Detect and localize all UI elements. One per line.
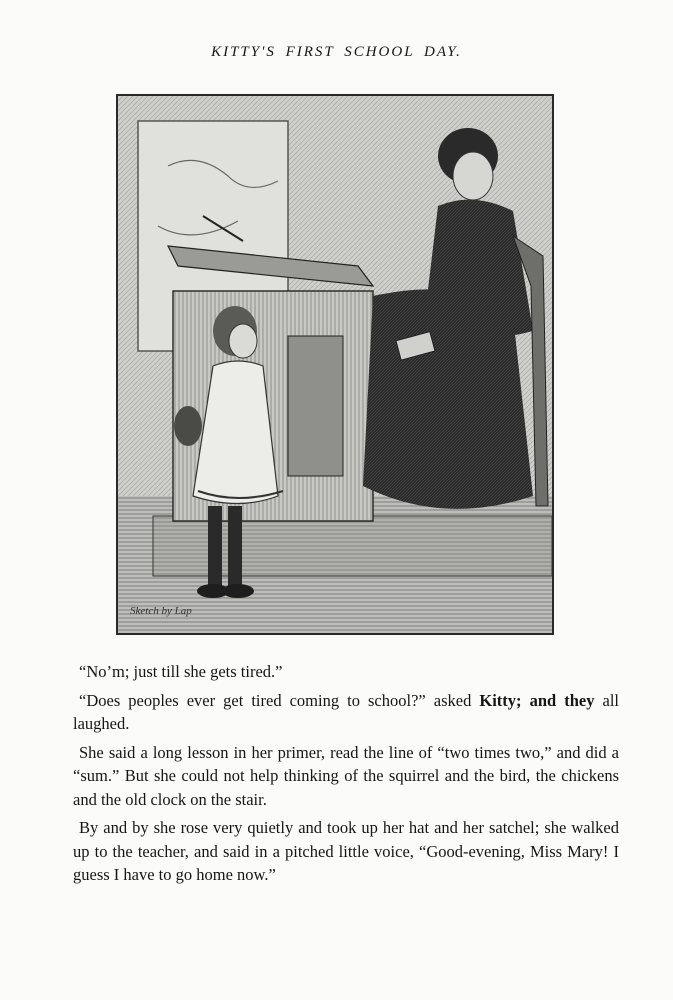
paragraph: By and by she rose very quietly and took up her hat and her satchel; she walked up to the teacher, and said in a pitched little voice, “Good-evening, Miss Mary! I guess I have to go home now.” bbox=[73, 818, 619, 884]
paragraph: “Does peoples ever get tired coming to school?” asked Kitty; and they all laughed. bbox=[73, 690, 619, 733]
paragraph: “No’m; just till she gets tired.” bbox=[79, 662, 283, 681]
running-head: KITTY'S FIRST SCHOOL DAY. bbox=[211, 44, 462, 60]
artist-signature: Sketch by Lap bbox=[130, 605, 192, 617]
engraving-drawing bbox=[118, 96, 552, 633]
paragraph: She said a long lesson in her primer, read the line of “two times two,” and did a “sum.” But she could not help thinking of the squirrel and the bird, the chickens and the old clock on the stair. bbox=[73, 742, 619, 809]
illustration-engraving bbox=[116, 94, 554, 635]
body-text bbox=[73, 660, 619, 892]
